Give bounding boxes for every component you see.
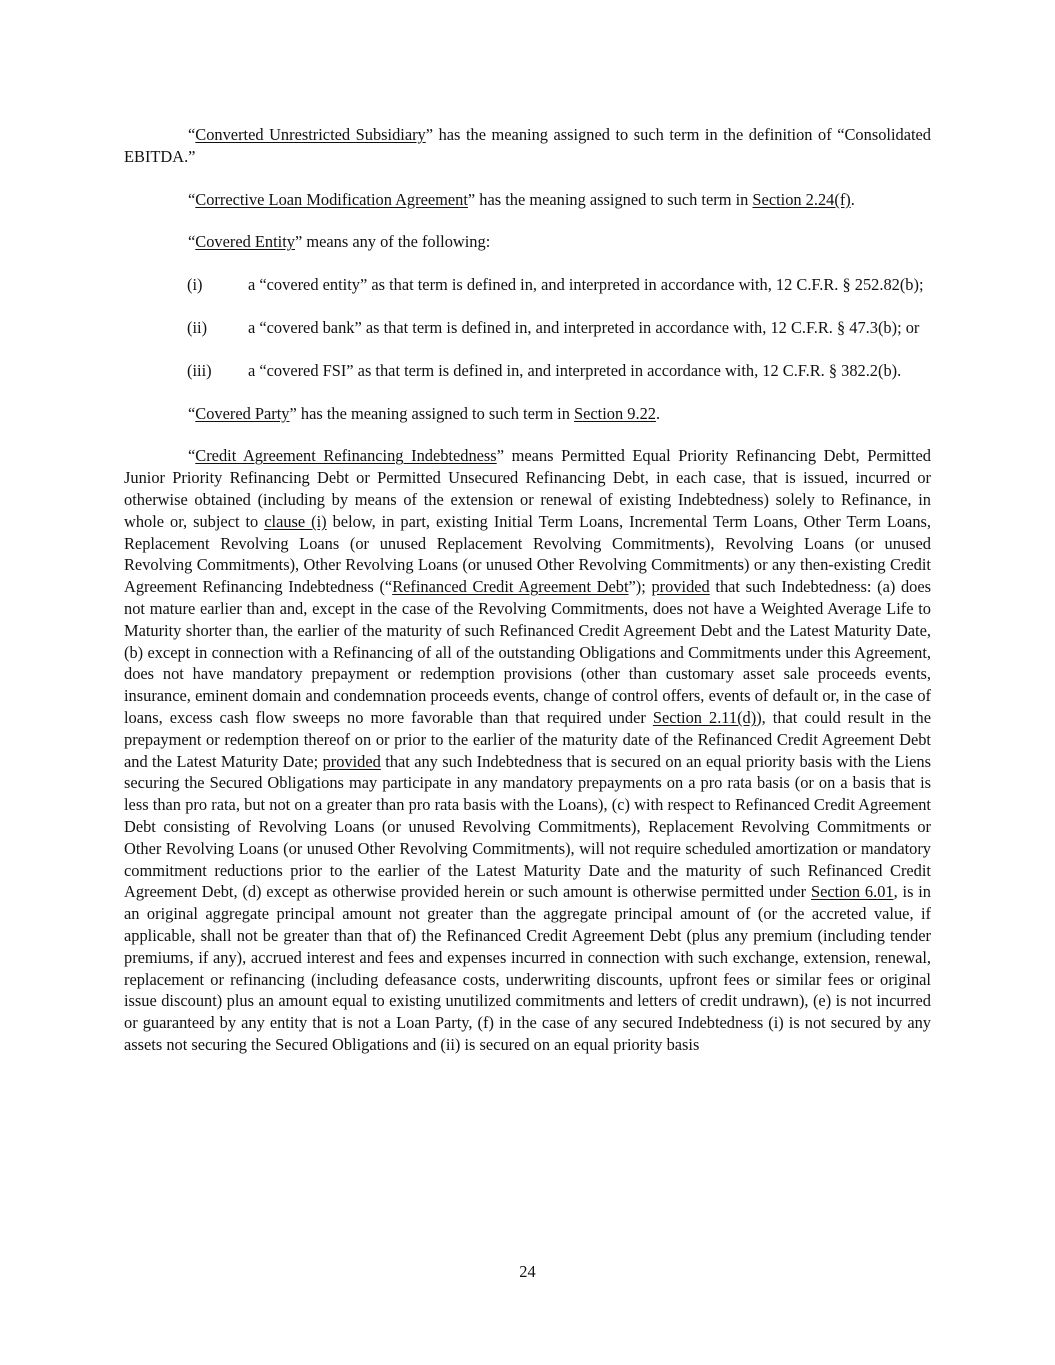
list-item-text: a “covered bank” as that term is defined in, and interpreted in accordance with, 12 C.F.R. § 47.3(b); or — [248, 317, 920, 337]
defined-term: Corrective Loan Modification Agreement — [195, 189, 468, 209]
list-item — [124, 317, 931, 339]
defined-term: Covered Party — [195, 403, 290, 423]
section-reference: Section 2.24(f) — [752, 189, 851, 209]
list-item — [124, 274, 931, 296]
page-body — [124, 124, 931, 1056]
list-item-number: (ii) — [187, 317, 208, 337]
definition-covered-party: “Covered Party” has the meaning assigned to such term in Section 9.22. — [188, 403, 661, 423]
section-reference: Section 2.11(d) — [652, 707, 757, 727]
definition-converted-unrestricted-subsidiary: “Converted Unrestricted Subsidiary” has the meaning assigned to such term in the definition of “Consolidated EBITDA.” — [124, 125, 931, 166]
list-item-number: (iii) — [187, 360, 212, 380]
proviso-term: provided — [322, 751, 381, 771]
list-item-number: (i) — [187, 275, 203, 295]
defined-term: Converted Unrestricted Subsidiary — [195, 125, 426, 144]
defined-term: Refinanced Credit Agreement Debt — [392, 577, 629, 597]
clause-reference: clause (i) — [264, 511, 327, 531]
definition-credit-agreement-refinancing-indebtedness: “Credit Agreement Refinancing Indebtedness” means Permitted Equal Priority Refinancing Debt, Permitted Junior Priority Refinancing Debt or Permitted Unsecured Refinancing Debt, in each case, that is issued, incurred or otherwise obtained (including by means of the extension or renewal of existing Indebtedness) solely to Refinance, in whole or, subject to clause (i) below, in part, existing Initial Term Loans, Incremental Term Loans, Other Term Loans, Replacement Revolving Loans (or unused Replacement Revolving Commitments), Revolving Loans (or unused Revolving Commitments), Other Revolving Loans (or unused Other Revolving Commitments) or any then-existing Credit Agreement Refinancing Indebtedness (“Refinanced Credit Agreement Debt”); provided that such Indebtedness: (a) does not mature earlier than and, except in the case of the Revolving Commitments, does not have a Weighted Average Life to Maturity shorter than, the earlier of the maturity of such Refinanced Credit Agreement Debt and the Latest Maturity Date, (b) except in connection with a Refinancing of all of the outstanding Obligations and Commitments under this Agreement, does not have mandatory prepayment or redemption provisions (other than customary asset sale proceeds events, insurance, eminent domain and condemnation proceeds events, change of control offers, events of default or, in the case of loans, excess cash flow sweeps no more favorable than that required under Section 2.11(d)), that could result in the prepayment or redemption thereof on or prior to the earlier of the maturity date of the Refinanced Credit Agreement Debt and the Latest Maturity Date; provided that any such Indebtedness that is secured on an equal priority basis with the Liens securing the Secured Obligations may participate in any mandatory prepayments on a pro rata basis (or on a basis that is less than pro rata, but not on a greater than pro rata basis with the Loans), (c) with respect to Refinanced Credit Agreement Debt consisting of Revolving Loans (or unused Revolving Commitments), Replacement Revolving Commitments or Other Revolving Loans (or unused Other Revolving Commitments), will not require scheduled amortization or mandatory commitment reductions prior to the earlier of the Latest Maturity Date and the maturity of such Refinanced Credit Agreement Debt, (d) except as otherwise provided herein or such amount is otherwise permitted under Section 6.01, is in an original aggregate principal amount not greater than the aggregate principal amount of (or the accreted value, if applicable, shall not be greater than that of) the Refinanced Credit Agreement Debt (plus any premium (including tender premiums, if any), accrued interest and fees and expenses incurred in connection with such exchange, extension, renewal, replacement or refinancing (including defeasance costs, underwriting discounts, upfront fees or similar fees or original issue discount) plus an amount equal to existing unutilized commitments and letters of credit undrawn), (e) is not incurred or guaranteed by any entity that is not a Loan Party, (f) in the case of any secured Indebtedness (i) is not secured by any assets not securing the Secured Obligations and (ii) is secured on an equal priority basis — [124, 446, 932, 1054]
list-item-text: a “covered entity” as that term is defined in, and interpreted in accordance with, 12 C.F.R. § 252.82(b); — [248, 275, 924, 295]
defined-term: Covered Entity — [195, 232, 295, 252]
proviso-term: provided — [651, 577, 710, 597]
defined-term: Credit Agreement Refinancing Indebtedness — [195, 446, 497, 466]
page-number: 24 — [519, 1262, 536, 1281]
section-reference: Section 6.01 — [810, 882, 894, 902]
definition-corrective-loan-modification-agreement: “Corrective Loan Modification Agreement” has the meaning assigned to such term in Section 2.24(f). — [188, 189, 855, 209]
list-item-text: a “covered FSI” as that term is defined in, and interpreted in accordance with, 12 C.F.R. § 382.2(b). — [248, 360, 902, 380]
definition-covered-entity: “Covered Entity” means any of the following: — [188, 232, 491, 252]
section-reference: Section 9.22 — [574, 403, 656, 423]
list-item — [124, 360, 931, 382]
